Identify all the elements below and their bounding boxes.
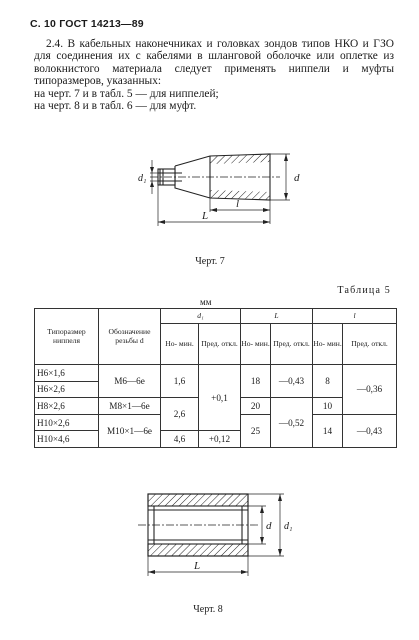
cell-size: Н10×2,6 (35, 414, 99, 431)
cell-L-nom: 20 (241, 398, 271, 415)
cell-l-nom: 8 (313, 365, 343, 398)
section-paragraph (34, 38, 394, 112)
col-d1-header: d₁ (161, 309, 241, 324)
d1-tol-header: Пред. откл. (199, 324, 241, 365)
cell-l-tol: —0,36 (343, 365, 397, 415)
cell-L-nom: 18 (241, 365, 271, 398)
table-5 (34, 308, 397, 448)
figure-8-drawing (130, 484, 310, 580)
fig7-label-d: d (294, 172, 300, 184)
cell-L-tol: —0,52 (271, 398, 313, 448)
cell-size: Н10×4,6 (35, 431, 99, 448)
col-size-header: Типоразмер ниппеля (35, 309, 99, 365)
paragraph-line-1: 2.4. В кабельных наконечниках и головках зондов типов НКО и ГЗО для соединения их с кабелями в шланговой оболочке или оплетке из волокнистого материала следует применять ниппели и муфты типоразмеров, указанных: (34, 38, 394, 88)
col-L-header: L (241, 309, 313, 324)
L-tol-header: Пред. откл. (271, 324, 313, 365)
cell-l-tol: —0,43 (343, 414, 397, 447)
cell-size: Н6×1,6 (35, 365, 99, 382)
col-l-header: l (313, 309, 397, 324)
l-tol-header: Пред. откл. (343, 324, 397, 365)
fig7-label-d1: d₁ (138, 173, 147, 184)
table-5-unit: мм (200, 297, 212, 307)
col-thread-header: Обозначение резьбы d (99, 309, 161, 365)
table-5-caption: Таблица 5 (337, 285, 391, 296)
cell-size: Н8×2,6 (35, 398, 99, 415)
cell-d1-nom: 4,6 (161, 431, 199, 448)
cell-L-nom: 25 (241, 414, 271, 447)
cell-thread: М8×1—6е (99, 398, 161, 415)
cell-l-nom: 10 (313, 398, 343, 415)
cell-L-tol: —0,43 (271, 365, 313, 398)
figure-7-caption: Черт. 7 (195, 256, 225, 267)
d1-nom-header: Но- мин. (161, 324, 199, 365)
figure-7-drawing (120, 140, 320, 240)
figure-8-caption: Черт. 8 (193, 604, 223, 615)
cell-l-nom: 14 (313, 414, 343, 447)
fig8-label-L: L (194, 560, 201, 572)
cell-d1-tol: +0,1 (199, 365, 241, 431)
table-row (35, 365, 397, 382)
L-nom-header: Но- мин. (241, 324, 271, 365)
page-header: С. 10 ГОСТ 14213—89 (30, 18, 144, 30)
cell-size: Н6×2,6 (35, 381, 99, 398)
cell-d1-nom: 2,6 (161, 398, 199, 431)
fig8-label-d: d (266, 520, 272, 532)
fig7-label-l: l (236, 198, 240, 210)
cell-d1-nom: 1,6 (161, 365, 199, 398)
paragraph-line-2: на черт. 7 и в табл. 5 — для ниппелей; (34, 87, 219, 100)
l-nom-header: Но- мин. (313, 324, 343, 365)
cell-thread: М10×1—6е (99, 414, 161, 447)
cell-d1-tol: +0,12 (199, 431, 241, 448)
fig7-label-L: L (202, 210, 209, 222)
cell-thread: М6—6е (99, 365, 161, 398)
fig8-label-d1: d₁ (284, 521, 293, 532)
paragraph-line-3: на черт. 8 и в табл. 6 — для муфт. (34, 100, 197, 113)
